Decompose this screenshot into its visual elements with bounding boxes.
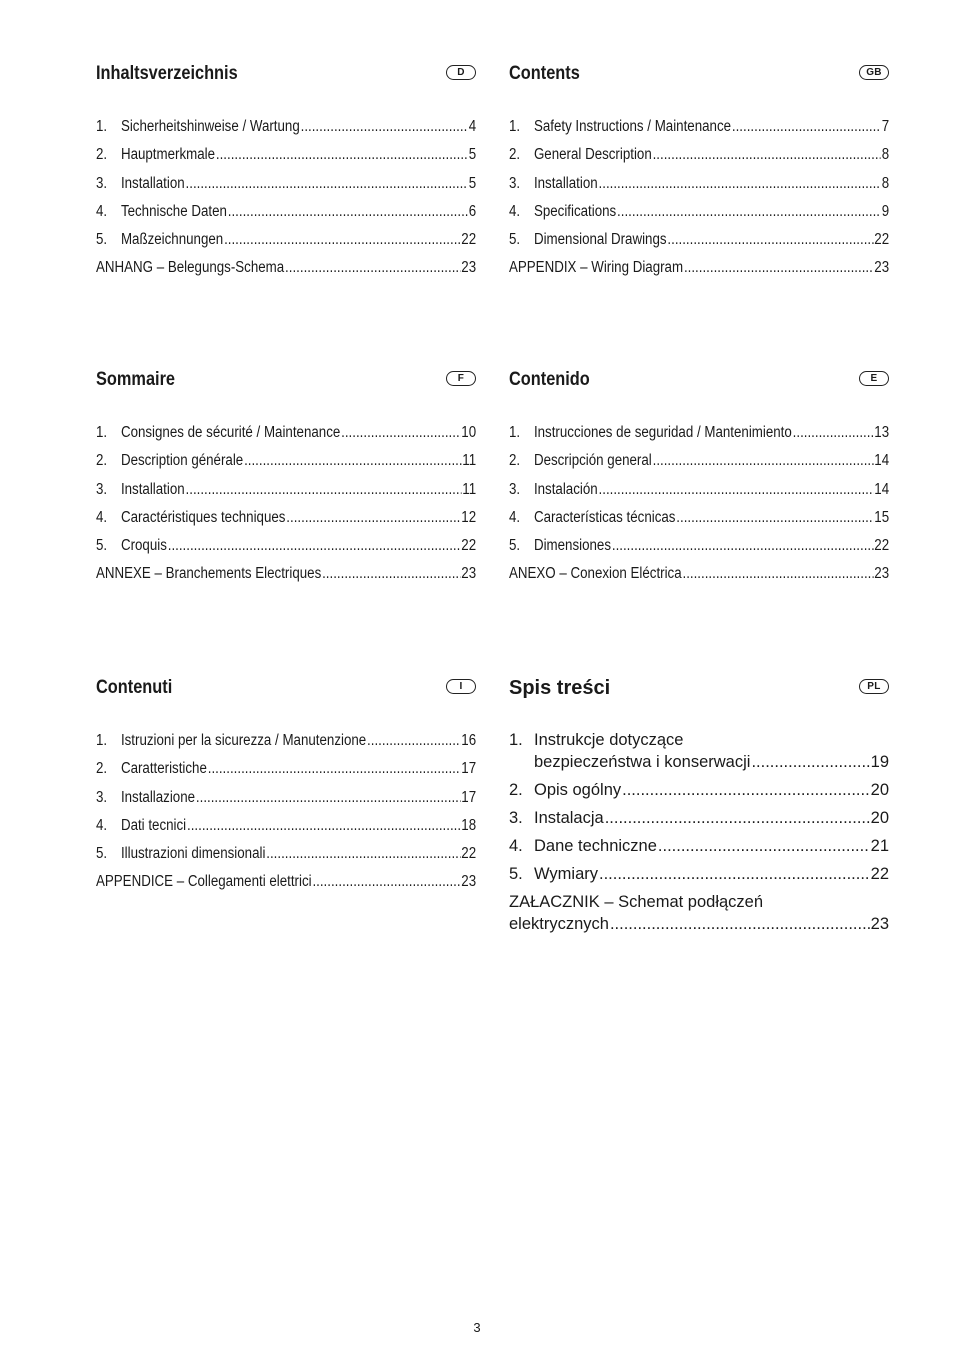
entry-label-line2: elektrycznych — [509, 915, 609, 933]
section-header — [96, 365, 476, 395]
entry-page: 20 — [870, 781, 889, 799]
dot-leader — [622, 779, 870, 801]
toc-entry[interactable] — [96, 844, 476, 872]
toc-entries — [509, 729, 889, 941]
dot-leader — [224, 230, 460, 250]
entry-page: 18 — [461, 816, 477, 834]
entry-page: 9 — [881, 202, 890, 220]
entry-number: 4. — [509, 202, 521, 220]
entry-label: Croquis — [120, 537, 167, 555]
section-title: Sommaire — [96, 369, 176, 390]
dot-leader — [286, 508, 460, 528]
section-title: Contents — [509, 63, 580, 84]
entry-number: 2. — [96, 146, 108, 164]
entry-label: Sicherheitshinweise / Wartung — [120, 118, 300, 135]
entry-label: ANNEXE – Branchements Electriques — [96, 565, 322, 583]
entry-label: Safety Instructions / Maintenance — [533, 118, 732, 135]
entry-number: 3. — [509, 480, 521, 498]
dot-leader — [658, 835, 870, 857]
entry-label: General Description — [533, 146, 652, 164]
entry-page: 17 — [461, 788, 477, 806]
dot-leader — [285, 258, 460, 278]
entry-page: 11 — [462, 480, 477, 498]
dot-leader — [676, 508, 873, 528]
entry-number: 5. — [96, 845, 108, 863]
entry-page: 22 — [461, 845, 477, 863]
section-title: Spis treści — [509, 677, 611, 699]
dot-leader — [196, 788, 461, 808]
toc-entry[interactable] — [509, 423, 889, 451]
entry-page: 22 — [874, 231, 890, 249]
entry-number: 4. — [509, 837, 523, 855]
entry-number: 4. — [509, 508, 521, 526]
entry-page: 8 — [881, 146, 890, 164]
language-badge: F — [446, 371, 476, 386]
dot-leader — [312, 872, 460, 892]
entry-label: Dimensional Drawings — [533, 231, 667, 249]
entry-label: Instrucciones de seguridad / Mantenimiento — [533, 424, 792, 441]
dot-leader — [617, 202, 881, 222]
toc-entry[interactable] — [509, 145, 889, 173]
toc-entry[interactable] — [509, 480, 889, 508]
entry-label: Descripción general — [533, 452, 652, 470]
dot-leader — [610, 913, 870, 935]
entry-label: Illustrazioni dimensionali — [120, 845, 266, 863]
dot-leader — [367, 731, 460, 751]
toc-entry[interactable] — [96, 423, 476, 451]
toc-entry[interactable] — [96, 480, 476, 508]
entry-page: 7 — [881, 118, 890, 135]
entry-page: 13 — [874, 424, 890, 441]
entry-page: 11 — [462, 452, 477, 470]
toc-entries — [96, 731, 476, 901]
entry-page: 23 — [461, 565, 477, 583]
dot-leader — [612, 536, 874, 556]
section-title: Contenido — [509, 369, 590, 390]
entry-page: 5 — [468, 146, 477, 164]
entry-page: 5 — [468, 174, 477, 192]
toc-entries — [509, 423, 889, 593]
entry-label: Installation — [533, 174, 598, 192]
dot-leader — [732, 117, 881, 137]
dot-leader — [216, 145, 468, 165]
entry-label: ANHANG – Belegungs-Schema — [96, 259, 285, 277]
entry-number: 5. — [96, 231, 108, 249]
entry-label: Maßzeichnungen — [120, 231, 224, 249]
toc-entry[interactable] — [509, 174, 889, 202]
entry-page: 19 — [870, 753, 889, 771]
entry-page: 20 — [870, 809, 889, 827]
entry-number: 1. — [96, 732, 108, 749]
toc-appendix[interactable] — [509, 258, 889, 286]
entry-page: 23 — [870, 915, 889, 933]
entry-page: 15 — [874, 508, 890, 526]
entry-label: Installation — [120, 174, 185, 192]
entry-label: Installazione — [120, 788, 196, 806]
entry-number: 2. — [509, 146, 521, 164]
entry-label: APPENDICE – Collegamenti elettrici — [96, 873, 312, 891]
dot-leader — [186, 480, 462, 500]
dot-leader — [208, 759, 461, 779]
dot-leader — [322, 564, 460, 584]
dot-leader — [187, 816, 460, 836]
entry-page: 23 — [461, 873, 477, 891]
entry-number: 1. — [509, 731, 523, 749]
toc-section-it — [96, 673, 477, 891]
entry-number: 5. — [509, 865, 523, 883]
entry-label: Instalación — [533, 480, 598, 498]
entry-number: 3. — [96, 480, 108, 498]
entry-number: 3. — [96, 788, 108, 806]
dot-leader — [599, 863, 870, 885]
language-badge: PL — [859, 679, 889, 694]
toc-section-pl — [509, 673, 889, 933]
entry-label: Technische Daten — [120, 202, 227, 220]
entry-number: 1. — [96, 118, 108, 135]
toc-section-fr — [96, 365, 477, 583]
entry-page: 14 — [874, 480, 890, 498]
entry-label: Características técnicas — [533, 508, 676, 526]
entry-number: 5. — [96, 537, 108, 555]
toc-entry[interactable] — [96, 508, 476, 536]
toc-entry[interactable] — [96, 145, 476, 173]
entry-label: Istruzioni per la sicurezza / Manutenzione — [120, 732, 367, 749]
toc-appendix[interactable] — [96, 564, 476, 592]
toc-entry[interactable] — [96, 759, 476, 787]
toc-appendix[interactable] — [96, 258, 476, 286]
toc-entry[interactable] — [96, 174, 476, 202]
toc-appendix[interactable] — [509, 564, 889, 592]
entry-label: Description générale — [120, 452, 244, 470]
toc-entry[interactable] — [509, 202, 889, 230]
toc-entry[interactable] — [509, 230, 889, 258]
dot-leader — [751, 751, 869, 773]
dot-leader — [605, 807, 870, 829]
entry-number: 2. — [96, 452, 108, 470]
toc-entry[interactable] — [509, 779, 889, 801]
dot-leader — [793, 423, 874, 443]
toc-appendix[interactable] — [96, 872, 476, 900]
entry-number: 4. — [96, 508, 108, 526]
dot-leader — [667, 230, 873, 250]
entry-label: Hauptmerkmale — [120, 146, 216, 164]
section-header — [509, 365, 889, 395]
dot-leader — [653, 145, 881, 165]
entry-label: Specifications — [533, 202, 617, 220]
section-header — [509, 673, 889, 703]
entry-page: 6 — [468, 202, 477, 220]
entry-label: Caratteristiche — [120, 760, 207, 778]
toc-entry[interactable] — [96, 117, 476, 145]
entry-page: 22 — [870, 865, 889, 883]
toc-entry[interactable] — [509, 508, 889, 536]
entry-number: 3. — [96, 174, 108, 192]
toc-section-es — [509, 365, 890, 583]
section-header — [509, 59, 889, 89]
entry-number: 1. — [509, 118, 521, 135]
dot-leader — [228, 202, 468, 222]
entry-label: Installation — [120, 480, 185, 498]
entry-label-line1: Instrukcje dotyczące — [534, 731, 684, 749]
entry-page: 23 — [874, 259, 890, 277]
entry-number: 5. — [509, 231, 521, 249]
section-header — [96, 673, 476, 703]
section-title: Contenuti — [96, 677, 173, 698]
dot-leader — [599, 174, 881, 194]
toc-section-de — [96, 59, 477, 277]
toc-entry[interactable] — [96, 230, 476, 258]
entry-number: 1. — [509, 424, 521, 441]
dot-leader — [653, 451, 874, 471]
language-badge: I — [446, 679, 476, 694]
entry-number: 4. — [96, 202, 108, 220]
toc-appendix[interactable] — [509, 891, 889, 935]
toc-entry[interactable] — [96, 788, 476, 816]
entry-page: 22 — [461, 537, 477, 555]
entry-label: APPENDIX – Wiring Diagram — [509, 259, 684, 277]
toc-entry[interactable] — [96, 202, 476, 230]
entry-label: Opis ogólny — [534, 781, 622, 799]
language-badge: GB — [859, 65, 889, 80]
entry-number: 2. — [96, 760, 108, 778]
entry-number: 2. — [509, 452, 521, 470]
toc-entry[interactable] — [96, 731, 476, 759]
entry-label-line2: bezpieczeństwa i konserwacji — [534, 753, 751, 771]
entry-number: 2. — [509, 781, 523, 799]
entry-page: 10 — [461, 424, 477, 441]
entry-label: Wymiary — [534, 865, 599, 883]
entry-number: 3. — [509, 174, 521, 192]
entry-page: 17 — [461, 760, 477, 778]
toc-entries — [509, 117, 889, 287]
dot-leader — [244, 451, 461, 471]
dot-leader — [186, 174, 468, 194]
toc-entry[interactable] — [509, 536, 889, 564]
dot-leader — [301, 117, 468, 137]
entry-label: Dati tecnici — [120, 816, 187, 834]
entry-label: ANEXO – Conexion Eléctrica — [509, 565, 682, 583]
entry-page: 23 — [461, 259, 477, 277]
entry-page: 23 — [874, 565, 890, 583]
toc-entry[interactable] — [509, 117, 889, 145]
toc-entry[interactable] — [96, 451, 476, 479]
dot-leader — [684, 258, 873, 278]
dot-leader — [168, 536, 461, 556]
entry-label: Dimensiones — [533, 537, 612, 555]
toc-entry[interactable] — [509, 729, 889, 773]
toc-entry[interactable] — [96, 536, 476, 564]
entry-number: 5. — [509, 537, 521, 555]
entry-page: 12 — [461, 508, 477, 526]
entry-page: 4 — [468, 118, 477, 135]
entry-label-line1: ZAŁACZNIK – Schemat podłączeń — [509, 893, 764, 911]
entry-page: 21 — [870, 837, 889, 855]
toc-entry[interactable] — [96, 816, 476, 844]
entry-label: Instalacja — [534, 809, 604, 827]
language-badge: E — [859, 371, 889, 386]
language-badge: D — [446, 65, 476, 80]
entry-number: 1. — [96, 424, 108, 441]
toc-entry[interactable] — [509, 451, 889, 479]
dot-leader — [341, 423, 460, 443]
entry-number: 3. — [509, 809, 523, 827]
entry-page: 22 — [461, 231, 477, 249]
entry-number: 4. — [96, 816, 108, 834]
entry-page: 8 — [881, 174, 890, 192]
toc-section-gb — [509, 59, 890, 277]
entry-label: Caractéristiques techniques — [120, 508, 286, 526]
toc-entry[interactable] — [509, 807, 889, 829]
toc-entry[interactable] — [509, 835, 889, 857]
dot-leader — [599, 480, 874, 500]
dot-leader — [266, 844, 460, 864]
toc-entry[interactable] — [509, 863, 889, 885]
toc-entries — [96, 117, 476, 287]
page-number: 3 — [473, 1320, 481, 1335]
toc-entries — [96, 423, 476, 593]
section-title: Inhaltsverzeichnis — [96, 63, 238, 84]
dot-leader — [682, 564, 873, 584]
entry-page: 16 — [461, 732, 477, 749]
entry-label: Consignes de sécurité / Maintenance — [120, 424, 341, 441]
entry-page: 22 — [874, 537, 890, 555]
section-header — [96, 59, 476, 89]
entry-page: 14 — [874, 452, 890, 470]
entry-label: Dane techniczne — [534, 837, 657, 855]
